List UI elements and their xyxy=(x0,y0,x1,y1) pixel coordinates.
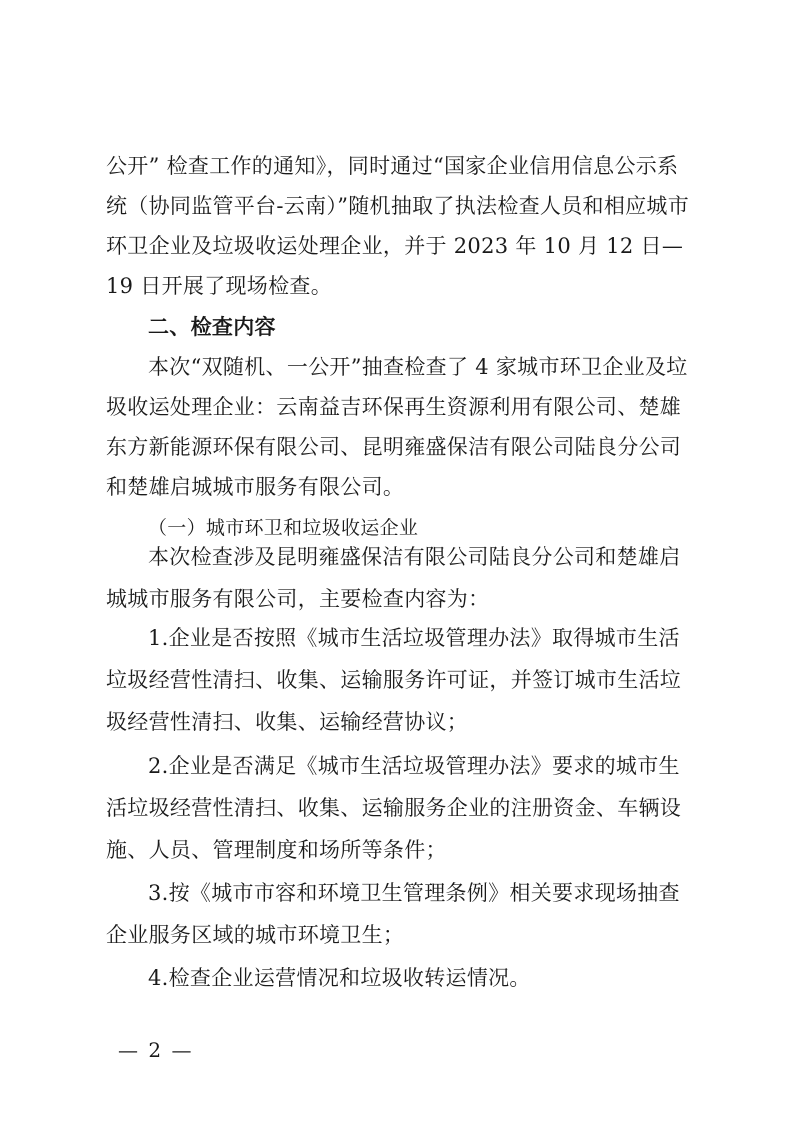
page-number: — 2 — xyxy=(118,1038,194,1062)
paragraph-inspection-notice: 公开” 检查工作的通知》，同时通过“国家企业信用信息公示系统（协同监管平台-云南）”随机抽取了执法检查人员和相应城市环卫企业及垃圾收运处理企业，并于 2023 年 10 月 12 日—19 日开展了现场检查。 xyxy=(106,154,690,298)
subsection-heading-sanitation-enterprises: （一）城市环卫和垃圾收运企业 xyxy=(148,517,419,539)
list-item-2: 2.企业是否满足《城市生活垃圾管理办法》要求的城市生活垃圾经营性清扫、收集、运输服务企业的注册资金、车辆设施、人员、管理制度和场所等条件； xyxy=(106,754,682,862)
list-item-1: 1.企业是否按照《城市生活垃圾管理办法》取得城市生活垃圾经营性清扫、收集、运输服务许可证，并签订城市生活垃圾经营性清扫、收集、运输经营协议； xyxy=(106,626,682,734)
paragraph-inspection-scope: 本次检查涉及昆明雍盛保洁有限公司陆良分公司和楚雄启城城市服务有限公司，主要检查内容为： xyxy=(106,545,681,611)
section-heading-inspection-content: 二、检查内容 xyxy=(148,315,276,339)
list-item-3: 3.按《城市市容和环境卫生管理条例》相关要求现场抽查企业服务区域的城市环境卫生； xyxy=(106,881,680,947)
paragraph-inspected-enterprises: 本次“双随机、一公开”抽查检查了 4 家城市环卫企业及垃圾收运处理企业：云南益吉环保再生资源利用有限公司、楚雄东方新能源环保有限公司、昆明雍盛保洁有限公司陆良分公司和楚雄启城城市服务有限公司。 xyxy=(106,355,688,499)
list-item-4: 4.检查企业运营情况和垃圾收转运情况。 xyxy=(148,966,531,990)
